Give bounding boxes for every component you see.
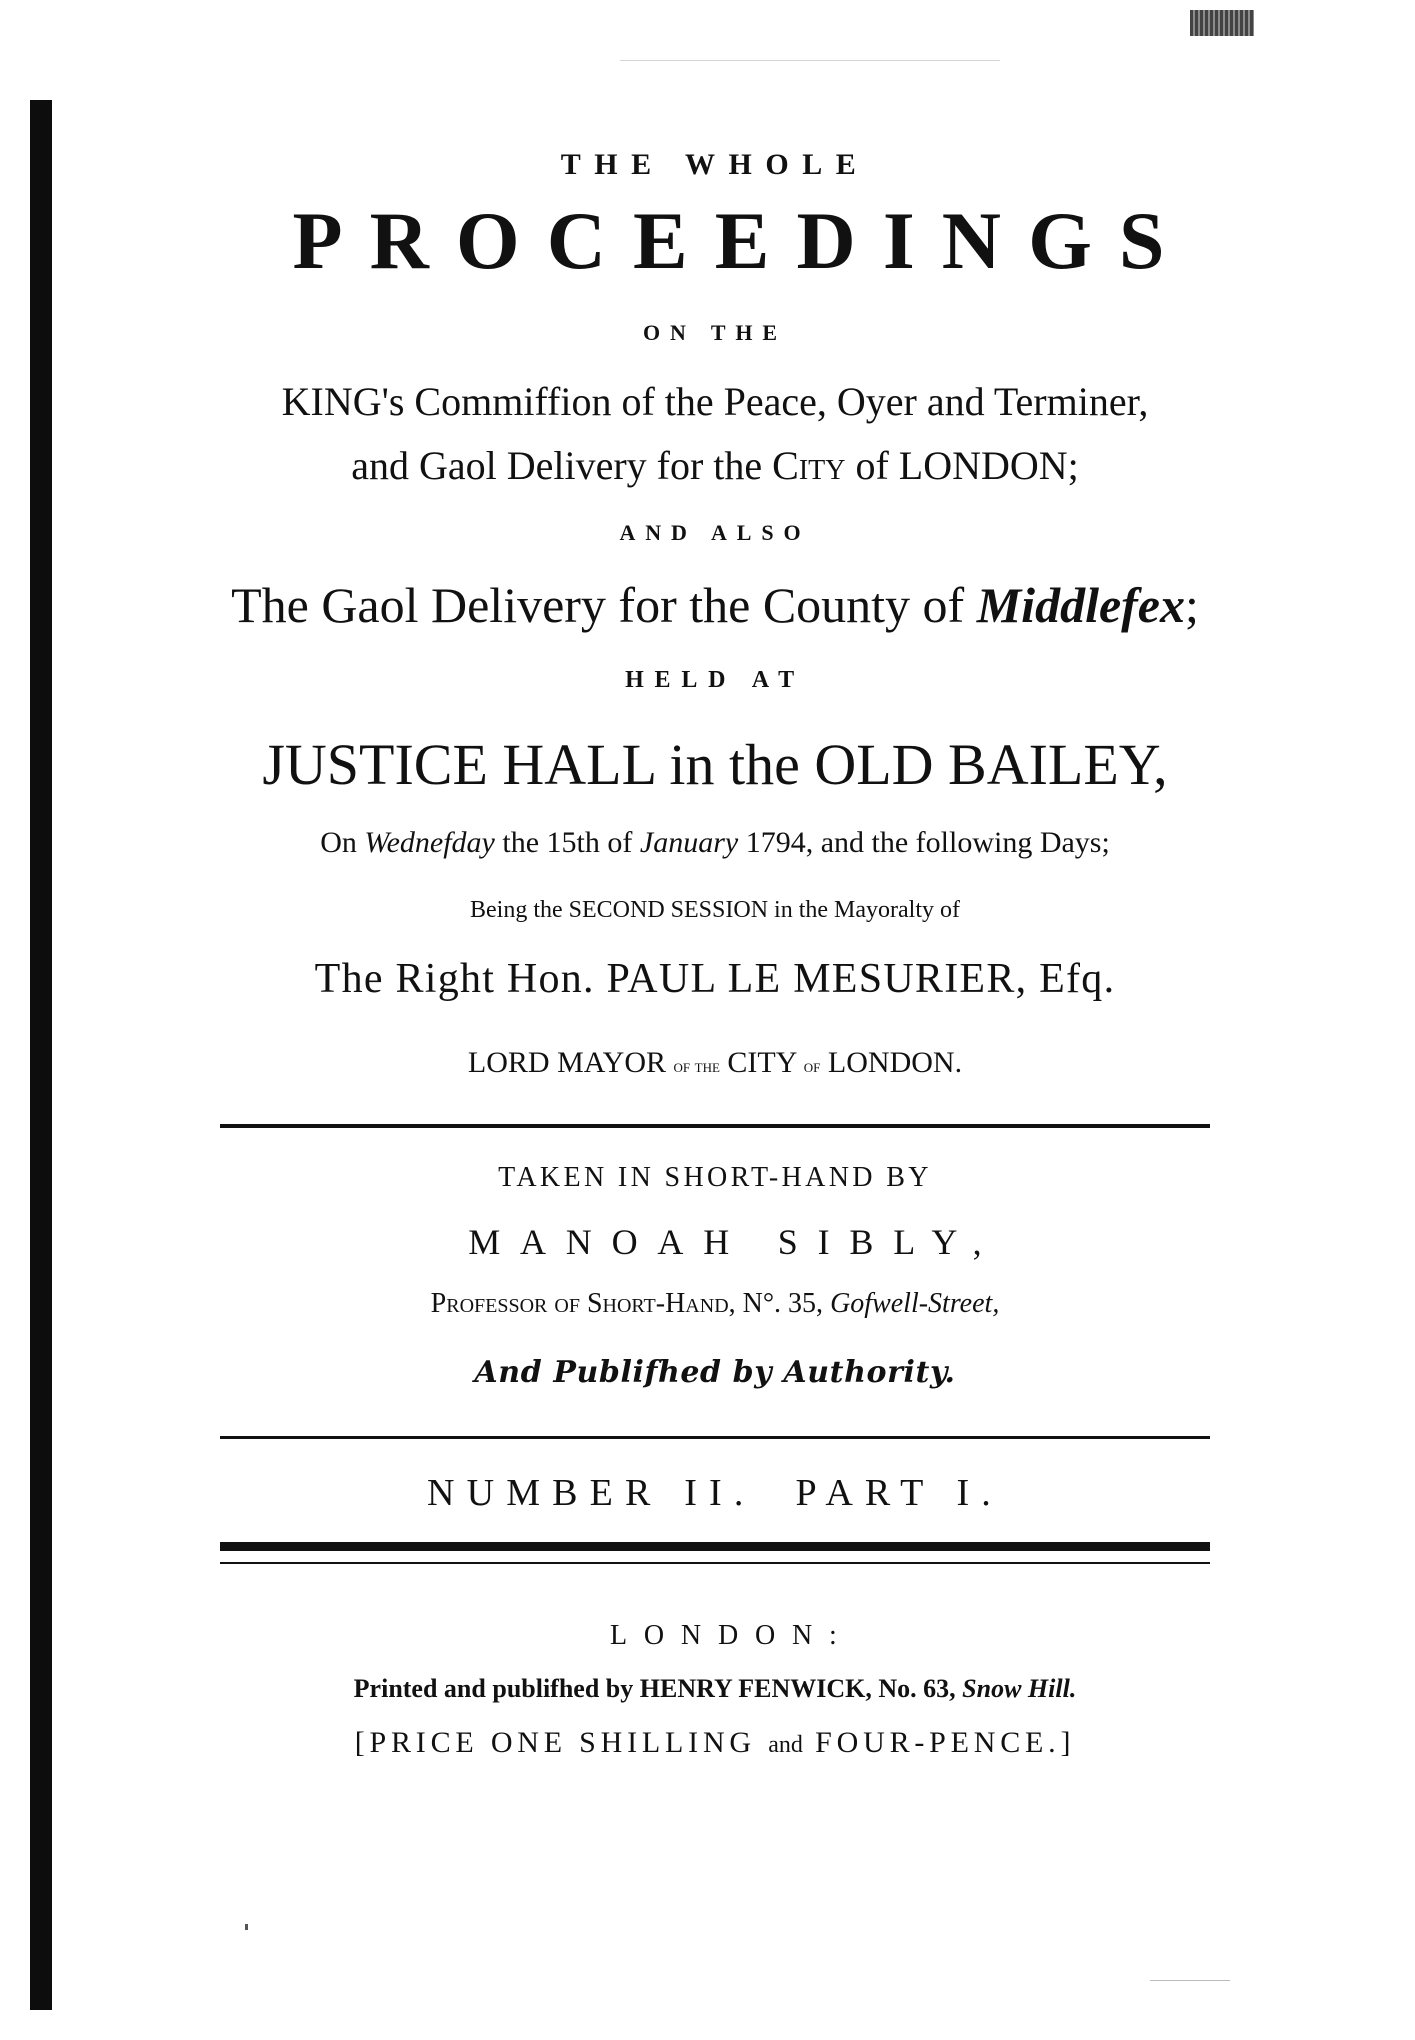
- professor-line: [200, 1290, 1230, 1318]
- subheading-on-the: ON THE: [643, 320, 787, 345]
- price-line: [200, 1728, 1230, 1758]
- date-day: the 15th of: [494, 826, 640, 859]
- county-text: The Gaol Delivery for the County of: [231, 577, 977, 633]
- reporter-name: MANOAH SIBLY,: [468, 1222, 1002, 1262]
- taken-by-line: TAKEN IN SHORT-HAND BY: [498, 1162, 932, 1193]
- commission-line: KING's Commiffion of the Peace, Oyer and Terminer,: [281, 379, 1149, 424]
- ink-speck: [1150, 1980, 1230, 1981]
- date-line: [200, 828, 1230, 858]
- rule-middle: [220, 1436, 1210, 1439]
- part-label: PART I.: [795, 1472, 1003, 1514]
- heading-proceedings: PROCEEDINGS: [292, 195, 1192, 286]
- number-label: NUMBER II.: [427, 1472, 756, 1514]
- date-year: 1794, and the following Days;: [738, 826, 1110, 859]
- middlesex-word: Middlefex: [976, 577, 1185, 633]
- lord-mayor-name-line: The Right Hon. PAUL LE MESURIER, Efq.: [314, 956, 1116, 1002]
- subheading-and-also: AND ALSO: [619, 520, 811, 545]
- rule-thick: [220, 1542, 1210, 1551]
- city-word: City: [772, 443, 846, 488]
- binding-edge: [30, 100, 52, 2010]
- title-page: [200, 0, 1230, 2040]
- professor-title: Professor of Short-Hand: [430, 1288, 729, 1319]
- imprint-printer-line: [200, 1676, 1230, 1702]
- rule-thin: [220, 1562, 1210, 1564]
- number-part-line: [200, 1474, 1230, 1512]
- ink-speck: [245, 1924, 248, 1930]
- price-and: and: [768, 1732, 803, 1758]
- lord-mayor-text: LORD MAYOR: [467, 1046, 674, 1079]
- middlesex-line: [200, 577, 1230, 633]
- price-text: [PRICE ONE SHILLING: [354, 1726, 769, 1759]
- date-month: January: [639, 826, 739, 859]
- city-text: CITY: [719, 1046, 804, 1079]
- session-line: Being the SECOND SESSION in the Mayoralty of: [470, 897, 960, 923]
- of-the-small: of the: [673, 1056, 720, 1076]
- gaol-delivery-text: and Gaol Delivery for the: [351, 443, 773, 488]
- ink-speck: [620, 60, 1000, 61]
- of-london-text: of LONDON;: [845, 443, 1079, 488]
- rule-upper: [220, 1124, 1210, 1128]
- imprint-street: Snow Hill.: [962, 1674, 1077, 1703]
- date-on: On: [320, 826, 365, 859]
- imprint-city: LONDON:: [610, 1620, 854, 1651]
- middlesex-semicolon: ;: [1185, 577, 1199, 633]
- subheading-held-at: HELD AT: [625, 667, 805, 693]
- professor-number: , N°. 35,: [728, 1288, 831, 1319]
- lord-mayor-title-line: [200, 1048, 1230, 1078]
- london-text: LONDON.: [820, 1046, 963, 1079]
- gaol-delivery-line: [200, 443, 1230, 488]
- heading-the-whole: THE WHOLE: [560, 148, 870, 181]
- professor-street: Gofwell-Street,: [830, 1288, 1000, 1319]
- imprint-printer-text: Printed and publifhed by HENRY FENWICK, No. 63,: [353, 1674, 963, 1703]
- authority-line: And Publifhed by Authority.: [474, 1355, 956, 1390]
- of-small: of: [803, 1056, 821, 1076]
- price-amount: FOUR-PENCE.]: [802, 1726, 1076, 1759]
- date-weekday: Wednefday: [364, 826, 495, 859]
- justice-hall-line: JUSTICE HALL in the OLD BAILEY,: [262, 732, 1168, 797]
